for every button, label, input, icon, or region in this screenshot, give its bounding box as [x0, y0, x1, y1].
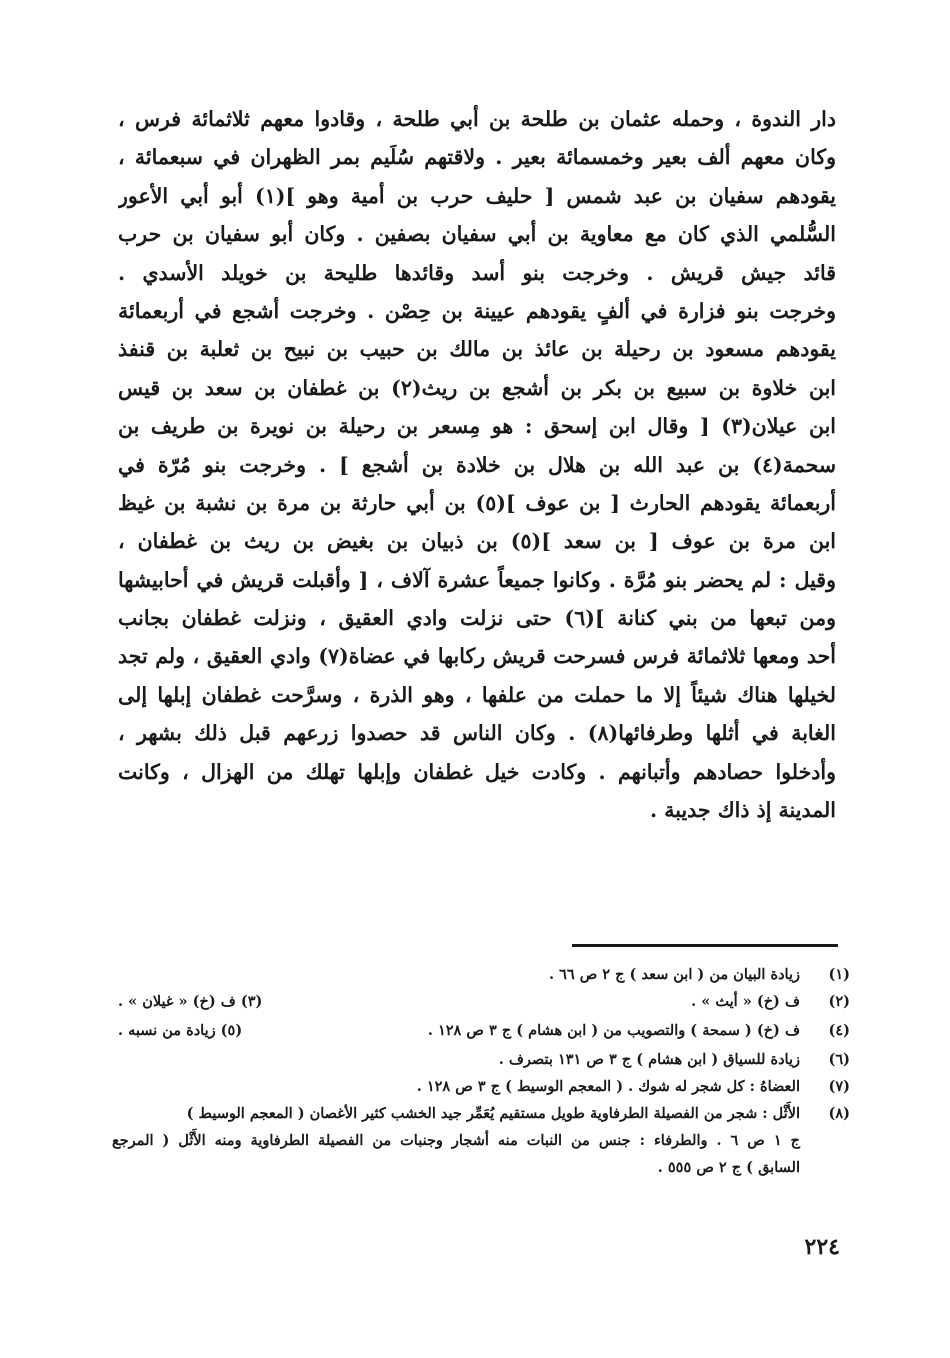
text-line: أحد ومعها ثلاثمائة فرس فسرحت قريش ركابها في عضاة(٧) وادي العقيق ، ولم تجد [118, 644, 836, 669]
footnote-text: زيادة البيان من ( ابن سعد ) ج ٢ ص ٦٦ . [548, 966, 800, 983]
footnotes [100, 961, 850, 1181]
footnote-3: (٣) ف (خ) « غيلان » . [118, 993, 263, 1010]
text-line: ومن تبعها من بني كنانة ](٦) حتى نزلت وادي العقيق ، ونزلت غطفان بجانب [118, 606, 836, 631]
footnote-text: ج ١ ص ٦ . والطرفاء : جنس من النبات منه أشجار وجنبات من الفصيلة الطرفاوية ومنه الأَثْل ( المرجع [112, 1132, 800, 1149]
text-line: قائد جيش قريش . وخرجت بنو أسد وقائدها طليحة بن خويلد الأسدي . [118, 260, 836, 285]
footnote-number: (٢) [828, 993, 850, 1010]
text-line: وقيل : لم يحضر بنو مُرَّة . وكانوا جميعاً عشرة آلاف ، [ وأقبلت قريش في أحابيشها [118, 567, 836, 592]
footnote-text: ف (خ) « أيث » . [691, 993, 800, 1010]
footnote-8-continued [100, 1154, 850, 1181]
text-line: ابن خلاوة بن سبيع بن بكر بن أشجع بن ريث(٢) بن غطفان بن سعد بن قيس [118, 375, 836, 400]
text-line: وكان معهم ألف بعير وخمسمائة بعير . ولاقتهم سُلَيم بمر الظهران في سبعمائة ، [118, 145, 836, 170]
footnote-number: (٧) [828, 1078, 850, 1095]
text-line: سحمة(٤) بن عبد الله بن هلال بن خلادة بن أشجع ] . وخرجت بنو مُرّة في [118, 452, 836, 477]
footnote-number: (١) [828, 966, 850, 983]
footnote-number: (٦) [828, 1051, 850, 1068]
text-line: السُّلمي الذي كان مع معاوية بن أبي سفيان بصفين . وكان أبو سفيان بن حرب [118, 222, 836, 247]
footnote-5: (٥) زيادة من نسبه . [118, 1022, 243, 1039]
footnote-number: (٤) [828, 1022, 850, 1039]
footnote-text: الأَثْل : شجر من الفصيلة الطرفاوية طويل مستقيم يُعَمِّر جيد الخشب كثير الأغصان ( المعجم الوسيط ) [186, 1105, 800, 1122]
page-number: ٢٢٤ [804, 1234, 840, 1260]
text-line: يقودهم سفيان بن عبد شمس [ حليف حرب بن أمية وهو ](١) أبو أبي الأعور [118, 183, 836, 208]
text-line: المدينة إذ ذاك جديبة . [650, 798, 836, 823]
footnote-4 [100, 1017, 850, 1046]
footnote-6 [100, 1046, 850, 1073]
text-line: وخرجت بنو فزارة في ألفٍ يقودهم عيينة بن حِصْن . وخرجت أشجع في أربعمائة [118, 298, 836, 323]
text-line: لخيلها هناك شيئاً إلا ما حملت من علفها ، وهو الذرة ، وسرَّحت غطفان إبلها إلى [118, 682, 836, 707]
text-line: أربعمائة يقودهم الحارث [ بن عوف ](٥) بن أبي حارثة بن مرة بن نشبة بن غيظ [118, 490, 836, 515]
footnote-8 [100, 1100, 850, 1127]
footnote-text: السابق ) ج ٢ ص ٥٥٥ . [657, 1159, 800, 1176]
text-line: دار الندوة ، وحمله عثمان بن طلحة بن أبي طلحة ، وقادوا معهم ثلاثمائة فرس ، [118, 107, 836, 131]
text-line: يقودهم مسعود بن رحيلة بن عائذ بن مالك بن حبيب بن نبيح بن ثعلبة بن قنفذ [118, 337, 836, 362]
footnote-text: ف (خ) ( سمحة ) والتصويب من ( ابن هشام ) ج ٣ ص ١٢٨ . [427, 1022, 800, 1039]
footnote-divider [572, 944, 838, 947]
text-line: الغابة في أثلها وطرفائها(٨) . وكان الناس قد حصدوا زرعهم قبل ذلك بشهر ، [118, 721, 836, 746]
footnote-1 [100, 961, 850, 988]
footnote-text: العضاهُ : كل شجر له شوك . ( المعجم الوسيط ) ج ٣ ص ١٢٨ . [416, 1078, 800, 1095]
main-text [118, 100, 836, 829]
footnote-8-continued [100, 1127, 850, 1154]
footnote-text: زيادة للسياق ( ابن هشام ) ج ٣ ص ١٣١ بتصرف . [498, 1051, 800, 1068]
text-line: وأدخلوا حصادهم وأتبانهم . وكادت خيل غطفان وإبلها تهلك من الهزال ، وكانت [118, 759, 836, 784]
text-line: ابن مرة بن عوف [ بن سعد ](٥) بن ذبيان بن بغيض بن ريث بن غطفان ، [118, 529, 836, 554]
footnote-2 [100, 988, 850, 1017]
footnote-number: (٨) [828, 1105, 850, 1122]
footnote-7 [100, 1073, 850, 1100]
text-line: ابن عيلان(٣) [ وقال ابن إسحق : هو مِسعر بن رحيلة بن نويرة بن طريف بن [118, 414, 836, 439]
